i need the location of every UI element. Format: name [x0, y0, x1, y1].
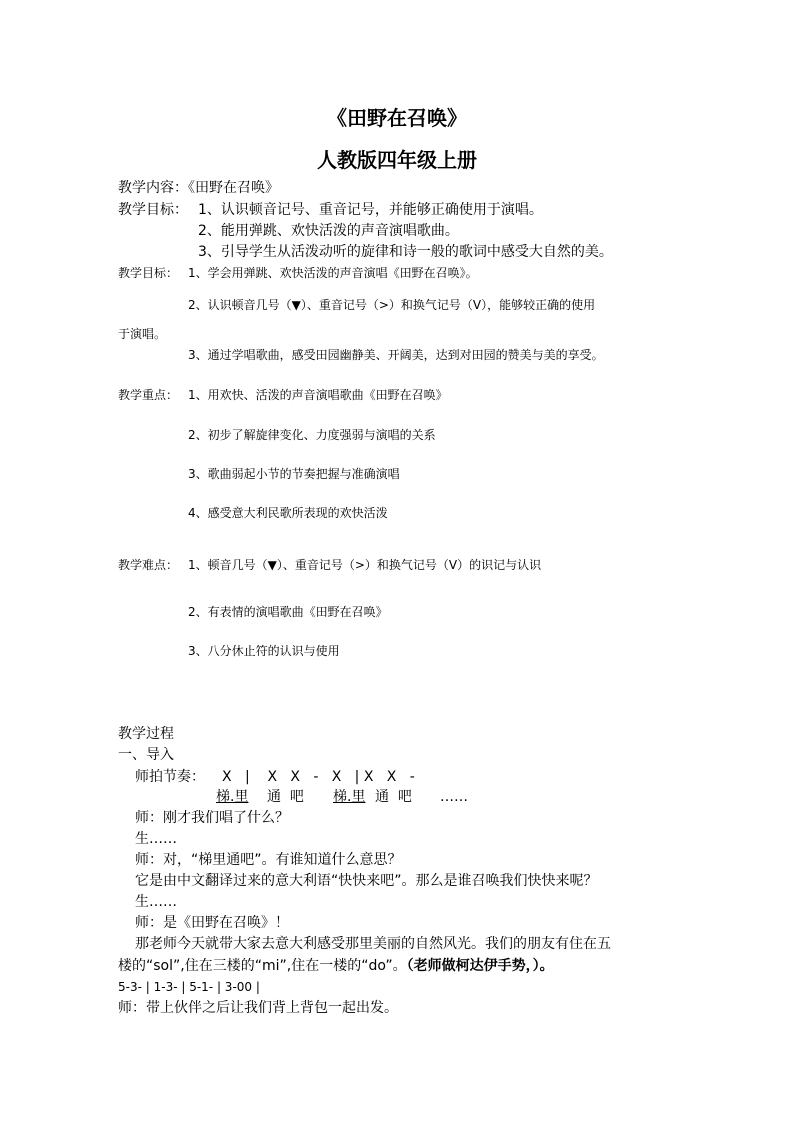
dialog-line-6: 师：是《田野在召唤》！ — [135, 915, 289, 931]
dialog-line-4: 它是由中文翻译过来的意大利语“快快来吧”。那么是谁召唤我们快快来呢？ — [135, 873, 598, 889]
difficulty-1: 1、顿音几号（▼）、重音记号（>）和换气记号（V）的识记与认识 — [188, 558, 542, 572]
dialog-line-3: 师：对，“梯里通吧”。有谁知道什么意思？ — [135, 852, 402, 868]
section-intro: 一、导入 — [118, 747, 174, 763]
goals-a-item-1: 1、认识顿音记号、重音记号，并能够正确使用于演唱。 — [198, 202, 543, 218]
key-point-3: 3、歌曲弱起小节的节奏把握与准确演唱 — [188, 467, 400, 481]
paragraph-line-2 — [118, 959, 554, 973]
lyric-5: …… — [440, 789, 468, 805]
dialog-line-1: 师：刚才我们唱了什么？ — [135, 810, 289, 826]
paragraph-line-1: 那老师今天就带大家去意大利感受那里美丽的自然风光。我们的朋友有住在五 — [135, 936, 611, 952]
goals-a-label: 教学目标： — [118, 202, 188, 218]
paragraph-line-2-plain: 楼的“sol”,住在三楼的“mi”,住在一楼的“do”。 — [118, 958, 407, 974]
page-subtitle: 人教版四年级上册 — [317, 148, 477, 172]
lyric-1: 梯.里 — [216, 789, 249, 805]
key-point-2: 2、初步了解旋律变化、力度强弱与演唱的关系 — [188, 428, 436, 442]
process-heading: 教学过程 — [118, 726, 174, 742]
difficulties-label: 教学难点： — [118, 558, 179, 572]
goals-b-label: 教学目标： — [118, 266, 179, 280]
dialog-line-2: 生…… — [135, 831, 177, 847]
lyric-3: 梯.里 — [333, 789, 366, 805]
difficulty-3: 3、八分休止符的认识与使用 — [188, 644, 340, 658]
page-title: 《田野在召唤》 — [327, 106, 467, 130]
lyric-4: 通 吧 — [375, 789, 412, 805]
content-line: 教学内容：《田野在召唤》 — [118, 180, 279, 196]
difficulty-2: 2、有表情的演唱歌曲《田野在召唤》 — [188, 605, 388, 619]
goals-a-item-2: 2、能用弹跳、欢快活泼的声音演唱歌曲。 — [198, 223, 459, 239]
key-points-label: 教学重点： — [118, 388, 179, 402]
lyric-2: 通 吧 — [267, 789, 304, 805]
goals-a-item-3: 3、引导学生从活泼动听的旋律和诗一般的歌词中感受大自然的美。 — [198, 244, 613, 260]
goals-b-item-3: 3、通过学唱歌曲，感受田园幽静美、开阔美，达到对田园的赞美与美的享受。 — [188, 348, 604, 362]
paragraph-line-2-bold: （老师做柯达伊手势，）。 — [406, 958, 554, 974]
rhythm-notes: X | X X - X | X X - — [222, 769, 415, 785]
goals-b-item-2: 2、认识顿音几号（▼）、重音记号（>）和换气记号（V），能够较正确的使用 — [188, 298, 596, 312]
rhythm-label: 师拍节奏： — [135, 769, 205, 785]
dialog-line-5: 生…… — [135, 894, 177, 910]
key-point-1: 1、用欢快、活泼的声音演唱歌曲《田野在召唤》 — [188, 388, 448, 402]
key-point-4: 4、感受意大利民歌所表现的欢快活泼 — [188, 506, 388, 520]
solfege-notation: 5-3- | 1-3- | 5-1- | 3-00 | — [118, 980, 260, 994]
goals-b-item-2-cont: 于演唱。 — [118, 327, 167, 341]
final-line: 师：带上伙伴之后让我们背上背包一起出发。 — [118, 1000, 398, 1016]
goals-b-item-1: 1、学会用弹跳、欢快活泼的声音演唱《田野在召唤》。 — [188, 266, 478, 280]
